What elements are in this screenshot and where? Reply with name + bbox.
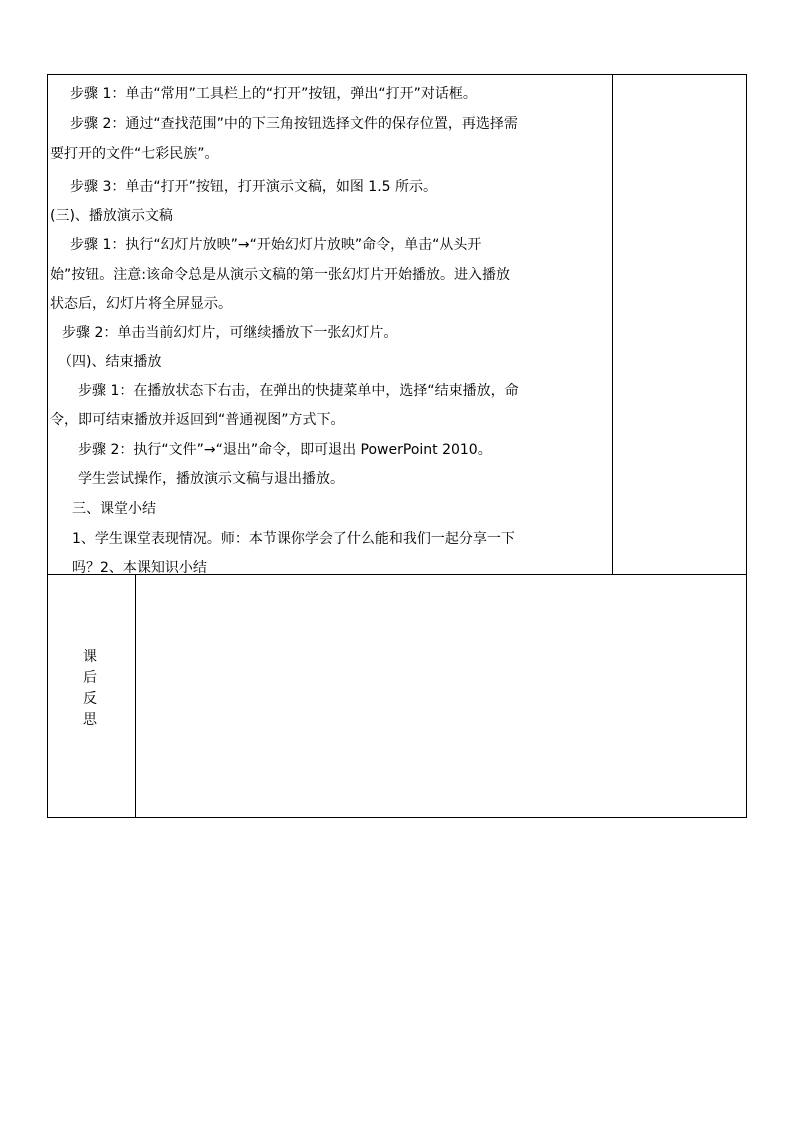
- step-line: 始”按钮。注意:该命令总是从演示文稿的第一张幻灯片开始播放。进入播放: [50, 267, 510, 283]
- reflection-label-char: 反: [83, 691, 97, 707]
- step-line: 步骤 1：执行“幻灯片放映”→“开始幻灯片放映”命令，单击“从头开: [70, 237, 482, 253]
- summary-line: 吗？2、本课知识小结: [72, 560, 207, 576]
- reflection-row: [47, 575, 747, 818]
- reflection-label-char: 课: [83, 649, 97, 665]
- section-heading: 三、课堂小结: [72, 501, 156, 517]
- reflection-divider: [135, 575, 136, 817]
- step-line: 步骤 2：单击当前幻灯片，可继续播放下一张幻灯片。: [62, 325, 398, 341]
- step-line: 步骤 1：在播放状态下右击，在弹出的快捷菜单中，选择“结束播放，命: [78, 383, 519, 399]
- lesson-steps-cell: [47, 74, 747, 575]
- reflection-label-char: 思: [83, 712, 97, 728]
- column-divider: [612, 75, 613, 574]
- step-line: 步骤 2：通过“查找范围”中的下三角按钮选择文件的保存位置，再选择需: [70, 116, 518, 132]
- reflection-label-char: 后: [83, 670, 97, 686]
- section-heading: (三)、播放演示文稿: [50, 208, 173, 224]
- step-line: 步骤 1：单击“常用”工具栏上的“打开”按钮，弹出“打开”对话框。: [70, 86, 477, 102]
- step-line: 要打开的文件“七彩民族”。: [50, 146, 219, 162]
- step-line: 学生尝试操作，播放演示文稿与退出播放。: [78, 471, 344, 487]
- step-line: 步骤 2：执行“文件”→“退出”命令，即可退出 PowerPoint 2010。: [78, 442, 492, 458]
- reflection-label: [78, 647, 102, 731]
- step-line: 状态后，幻灯片将全屏显示。: [50, 296, 232, 312]
- step-line: 令，即可结束播放并返回到“普通视图”方式下。: [50, 412, 345, 428]
- summary-line: 1、学生课堂表现情况。师：本节课你学会了什么能和我们一起分享一下: [72, 531, 515, 547]
- step-line: 步骤 3：单击“打开”按钮，打开演示文稿，如图 1.5 所示。: [70, 179, 438, 195]
- section-heading: （四)、结束播放: [58, 354, 162, 370]
